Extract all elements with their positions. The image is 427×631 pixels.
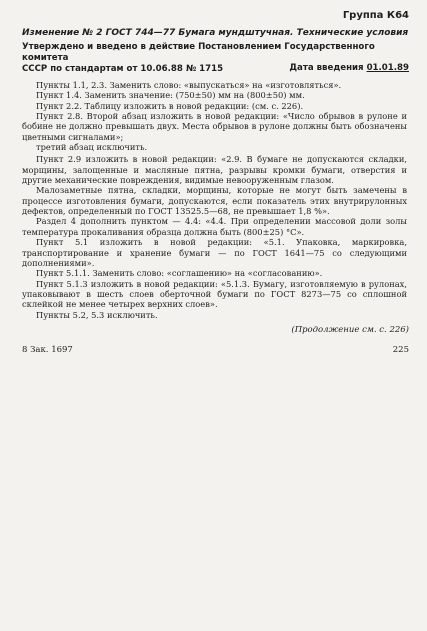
approval-line-2: СССР по стандартам от 10.06.88 № 1715 — [22, 64, 224, 74]
paragraph: Раздел 4 дополнить пунктом — 4.4: «4.4. При определении массовой доли золы температура прокаливания образца должна быть (800±25) °С». — [22, 216, 407, 237]
paragraph: Пункт 2.2. Таблицу изложить в новой редакции: (см. с. 226). — [36, 100, 304, 111]
paragraph: третий абзац исключить. — [36, 142, 148, 153]
introduction-date-label: Дата введения — [289, 63, 364, 73]
page-number: 225 — [392, 345, 409, 355]
print-order: 8 Зак. 1697 — [22, 345, 73, 355]
amendment-title: Изменение № 2 ГОСТ 744—77 Бумага мундштучная. Технические условия — [22, 28, 409, 38]
paragraph: Пункт 5.1 изложить в новой редакции: «5.1. Упаковка, маркировка, транспортирование и хранение бумаги — по ГОСТ 1641—75 со следующими дополнениями». — [22, 237, 407, 268]
amendment-body — [22, 80, 407, 320]
paragraph: Пункт 2.8. Второй абзац изложить в новой редакции: «Число обрывов в рулоне и бобине не должно превышать двух. Места обрывов в рулоне должны быть обозначены цветными сигналами»; — [22, 111, 407, 142]
group-code: Группа К64 — [342, 10, 409, 21]
paragraph: Малозаметные пятна, складки, морщины, которые не могут быть замечены в процессе изготовления бумаги, допускаются, если показатель этих внутрирулонных дефектов, определенный по ГОСТ 13525.5—68, не превышает 1,8 %». — [22, 185, 407, 217]
introduction-date-value: 01.01.89 — [366, 63, 409, 73]
paragraph: Пункт 5.1.1. Заменить слово: «соглашению» на «согласованию». — [36, 268, 323, 279]
paragraph: Пункт 1.4. Заменить значение: (750±50) мм на (800±50) мм. — [36, 90, 305, 101]
paragraph: Пункты 1.1, 2.3. Заменить слово: «выпускаться» на «изготовляться». — [36, 80, 342, 90]
paragraph: Пункт 5.1.3 изложить в новой редакции: «5.1.3. Бумагу, изготовляемую в рулонах, упаковывают в шесть слоев оберточной бумаги по ГОСТ 8273—75 со сплошной склейкой не менее четырех верхних слоев». — [22, 278, 407, 310]
continuation-note: (Продолжение см. с. 226) — [291, 325, 409, 335]
paragraph: Пункты 5.2, 5.3 исключить. — [36, 309, 158, 320]
introduction-date — [289, 63, 409, 73]
approval-line-1: Утверждено и введено в действие Постановлением Государственного комитета — [22, 42, 375, 63]
paragraph: Пункт 2.9 изложить в новой редакции: «2.9. В бумаге не допускаются складки, морщины, залощенные и масляные пятна, разрывы кромки бумаги, отверстия и другие механические повреждения, видимые невооруженным глазом. — [22, 154, 407, 186]
